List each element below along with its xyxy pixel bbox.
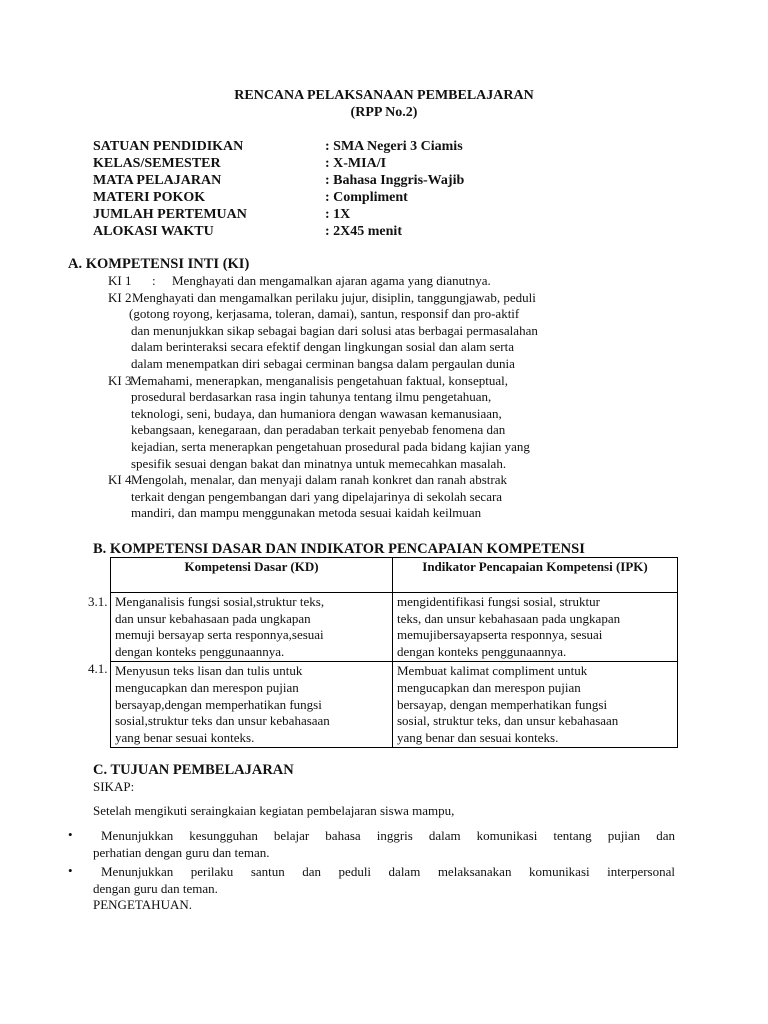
ipk-line: mengucapkan dan merespon pujian: [397, 679, 581, 695]
bullet-text: perhatian dengan guru dan teman.: [93, 845, 270, 860]
ki3-line: [108, 373, 668, 390]
tujuan-intro: Setelah mengikuti seraingkaian kegiatan pembelajaran siswa mampu,: [93, 803, 455, 818]
ipk-line: teks, dan unsur kebahasaan pada ungkapan: [397, 610, 621, 626]
bullet-glyph: •: [68, 827, 73, 842]
table-row: [111, 662, 678, 748]
ki3-text: kejadian, serta menerapkan pengetahuan prosedural pada bidang kajian yang: [131, 438, 530, 454]
kd-line: memuji bersayap serta responnya,sesuai: [115, 627, 324, 643]
ipk-line: mengidentifikasi fungsi sosial, struktur: [397, 594, 600, 609]
kd-number: 3.1.: [88, 594, 108, 609]
kd-line: mengucapkan dan merespon pujian: [115, 679, 299, 695]
ipk-line: Membuat kalimat compliment untuk: [397, 663, 588, 679]
bullet-text: dengan guru dan teman.: [93, 881, 218, 896]
document-title: RENCANA PELAKSANAAN PEMBELAJARAN: [234, 88, 534, 103]
ki1-colon: :: [152, 273, 156, 288]
ki3-text: prosedural berdasarkan rasa ingin tahunya tentang ilmu pengetahuan,: [131, 389, 492, 405]
table-row: [111, 593, 678, 662]
ipk-cell: [393, 593, 678, 662]
ki1-line: [108, 273, 668, 290]
ki4-text: mandiri, dan mampu menggunakan metoda sesuai kaidah keilmuan: [131, 505, 482, 521]
identity-label: SATUAN PENDIDIKAN: [93, 139, 244, 154]
pengetahuan-label: PENGETAHUAN.: [93, 897, 192, 912]
ki4-line: [108, 472, 668, 489]
kd-ipk-table: [110, 557, 678, 748]
kd-line: Menganalisis fungsi sosial,struktur teks,: [115, 594, 325, 609]
identity-label: MATA PELAJARAN: [93, 173, 222, 188]
ki3-text: teknologi, seni, budaya, dan humaniora dengan wawasan kemanusiaan,: [131, 405, 502, 421]
ipk-line: yang benar dan sesuai konteks.: [397, 729, 559, 745]
section-c-heading: C. TUJUAN PEMBELAJARAN: [93, 762, 294, 778]
ki2-text: Menghayati dan mengamalkan perilaku jujur, disiplin, tanggungjawab, peduli: [132, 289, 536, 305]
ki2-label: KI 2: [108, 289, 132, 305]
kd-line: yang benar sesuai konteks.: [115, 729, 255, 745]
column-header-kd: Kompetensi Dasar (KD): [111, 558, 393, 593]
ipk-line: dengan konteks penggunaannya.: [397, 643, 567, 659]
ki1-label: KI 1: [108, 273, 132, 288]
section-b-heading: B. KOMPETENSI DASAR DAN INDIKATOR PENCAPAIAN KOMPETENSI: [93, 541, 585, 557]
ipk-line: bersayap, dengan memperhatikan fungsi: [397, 696, 608, 712]
identity-value: : 2X45 menit: [325, 224, 402, 239]
ipk-line: memujibersayapserta responnya, sesuai: [397, 627, 603, 643]
kd-line: dan unsur kebahasaan pada ungkapan: [115, 610, 311, 626]
ipk-line: sosial, struktur teks, dan unsur kebahasaan: [397, 713, 619, 729]
document-subtitle: (RPP No.2): [350, 105, 418, 120]
identity-value: : SMA Negeri 3 Ciamis: [325, 139, 463, 154]
ki2-text: dalam berinteraksi secara efektif dengan lingkungan sosial dan alam serta: [131, 339, 514, 355]
ki2-text: (gotong royong, kerjasama, toleran, damai), santun, responsif dan pro-aktif: [129, 306, 520, 322]
column-header-ipk: Indikator Pencapaian Kompetensi (IPK): [393, 558, 678, 593]
bullet-text: Menunjukkan perilaku santun dan peduli dalam melaksanakan komunikasi interpersonal: [101, 864, 675, 879]
identity-value: : Bahasa Inggris-Wajib: [325, 173, 465, 188]
sikap-label: SIKAP:: [93, 779, 135, 794]
ki2-text: dalam menempatkan diri sebagai cerminan bangsa dalam pergaulan dunia: [131, 355, 515, 371]
identity-value: : X-MIA/I: [325, 156, 387, 171]
identity-value: : 1X: [325, 207, 351, 222]
kd-line: Menyusun teks lisan dan tulis untuk: [115, 663, 303, 679]
tujuan-bullet: [93, 863, 675, 897]
ki2-line: [108, 290, 668, 307]
kd-line: bersayap,dengan memperhatikan fungsi: [115, 696, 322, 712]
ki4-label: KI 4: [108, 472, 132, 488]
ki3-text: Memahami, menerapkan, menganalisis pengetahuan faktual, konseptual,: [130, 372, 508, 388]
identity-value: : Compliment: [325, 190, 408, 205]
kd-number: 4.1.: [88, 661, 108, 676]
ki2-text: dan menunjukkan sikap sebagai bagian dari solusi atas berbagai permasalahan: [131, 322, 538, 338]
kd-line: sosial,struktur teks dan unsur kebahasaan: [115, 713, 330, 729]
kd-cell: [111, 593, 393, 662]
ki3-text: kebangsaan, kenegaraan, dan peradaban terkait penyebab fenomena dan: [131, 422, 506, 438]
tujuan-bullet: [93, 827, 675, 861]
ki1-text: Menghayati dan mengamalkan ajaran agama yang dianutnya.: [172, 273, 491, 288]
ki3-label: KI 3: [108, 372, 132, 388]
ipk-cell: [393, 662, 678, 748]
ki4-text: terkait dengan pengembangan dari yang dipelajarinya di sekolah secara: [131, 488, 503, 504]
bullet-glyph: •: [68, 863, 73, 878]
ki-list: [108, 273, 668, 522]
table-header-row: [111, 558, 678, 593]
ki4-text: Mengolah, menalar, dan menyaji dalam ranah konkret dan ranah abstrak: [131, 472, 507, 488]
identity-label: MATERI POKOK: [93, 190, 206, 205]
bullet-text: Menunjukkan kesungguhan belajar bahasa inggris dalam komunikasi tentang pujian dan: [101, 828, 675, 843]
section-a-heading: A. KOMPETENSI INTI (KI): [68, 256, 250, 272]
ki3-text: spesifik sesuai dengan bakat dan minatnya untuk memecahkan masalah.: [131, 455, 507, 471]
identity-label: ALOKASI WAKTU: [93, 224, 214, 239]
kd-line: dengan konteks penggunaannya.: [115, 643, 285, 659]
kd-cell: [111, 662, 393, 748]
identity-label: JUMLAH PERTEMUAN: [93, 207, 247, 222]
identity-label: KELAS/SEMESTER: [93, 156, 221, 171]
